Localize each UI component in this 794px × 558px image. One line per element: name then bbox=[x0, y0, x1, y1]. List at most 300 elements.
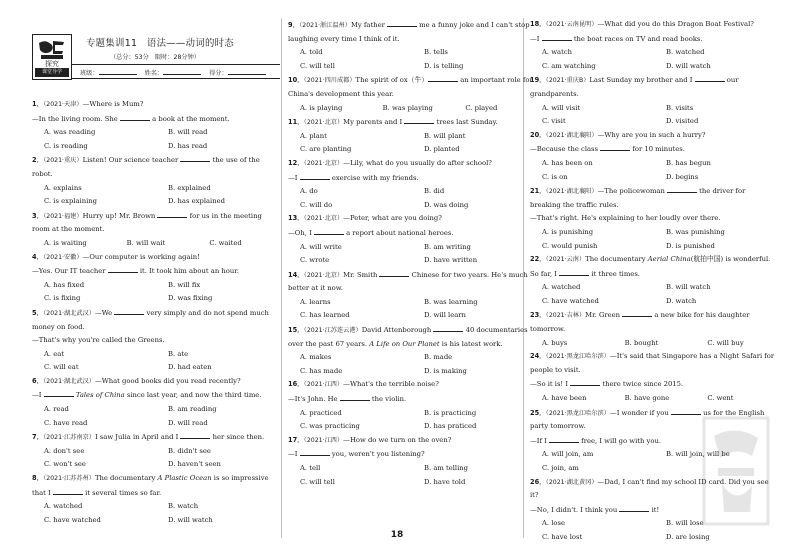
question-item bbox=[288, 434, 536, 489]
answer-blank[interactable] bbox=[622, 308, 652, 317]
question-number: 2． bbox=[32, 156, 44, 165]
question-stem bbox=[32, 251, 280, 265]
answer-option[interactable]: A. is punishing bbox=[542, 227, 594, 236]
answer-option[interactable]: D. watch bbox=[666, 296, 697, 305]
question-number: 13． bbox=[288, 214, 304, 223]
stem-text: Mr. Green bbox=[585, 311, 623, 320]
answer-options bbox=[288, 241, 536, 268]
answer-option[interactable]: C. went bbox=[707, 394, 734, 403]
answer-option[interactable]: B. watched bbox=[666, 48, 705, 57]
answer-option[interactable]: C. wrote bbox=[300, 256, 330, 265]
question-number: 6． bbox=[32, 376, 44, 385]
logo-subtitle: 课堂导学 bbox=[35, 68, 69, 77]
answer-option[interactable]: A. is waiting bbox=[44, 238, 87, 247]
answer-option[interactable]: D. has read bbox=[168, 141, 208, 150]
answer-option[interactable]: C. have lost bbox=[542, 532, 583, 541]
answer-option[interactable]: B. did bbox=[424, 187, 445, 196]
question-stem bbox=[530, 18, 778, 32]
answer-option[interactable]: C. played bbox=[465, 103, 498, 112]
answer-option[interactable]: C. will eat bbox=[44, 363, 79, 372]
answer-option[interactable]: B. didn't see bbox=[168, 446, 211, 455]
question-source: （2021·江苏苏州） bbox=[43, 475, 95, 483]
stem-text: very simply and do not spend much money on food. bbox=[32, 308, 269, 331]
page-title: 专题集训11 语法——动词的时态 bbox=[86, 38, 234, 49]
answer-option[interactable]: D. will watch bbox=[168, 515, 213, 524]
worksheet-header bbox=[32, 22, 280, 92]
answer-blank[interactable] bbox=[695, 73, 725, 82]
question-item bbox=[288, 212, 536, 267]
question-source: （2021·湖北武汉） bbox=[43, 377, 95, 385]
stem-text: —The policewoman bbox=[597, 187, 667, 196]
score-time-info: （总分：53分 限时：28分钟） bbox=[110, 54, 200, 61]
question-number: 16． bbox=[288, 380, 304, 389]
question-stem bbox=[530, 184, 778, 212]
answer-option[interactable]: B. is practicing bbox=[424, 408, 477, 417]
question-number: 19． bbox=[530, 76, 546, 85]
answer-option[interactable]: A. watch bbox=[542, 48, 573, 57]
stem-text: My parents and I bbox=[343, 118, 405, 127]
stem-text: —I bbox=[288, 173, 300, 182]
answer-option[interactable]: D. planted bbox=[424, 145, 460, 154]
question-stem bbox=[530, 253, 778, 281]
answer-option[interactable]: C. has learned bbox=[300, 311, 350, 320]
answer-option[interactable]: B. made bbox=[424, 353, 453, 362]
answer-options bbox=[288, 407, 536, 434]
answer-options bbox=[288, 185, 536, 212]
answer-option[interactable]: C. visit bbox=[542, 117, 566, 126]
question-source: （2021·云南昆明） bbox=[545, 21, 598, 28]
answer-options bbox=[530, 157, 778, 184]
answer-option[interactable]: D. was fixing bbox=[168, 294, 213, 303]
question-stem bbox=[530, 308, 778, 336]
question-source: （2021·江西） bbox=[303, 381, 344, 389]
answer-options bbox=[288, 102, 536, 116]
stem-text: there twice since 2015. bbox=[600, 380, 684, 389]
question-number: 12． bbox=[288, 158, 304, 167]
answer-options bbox=[288, 46, 536, 73]
watermark-icon bbox=[702, 416, 770, 526]
answer-option[interactable]: C. would punish bbox=[542, 241, 598, 250]
answer-option[interactable]: D. have told bbox=[424, 477, 466, 486]
answer-option[interactable]: A. buys bbox=[542, 338, 568, 347]
question-stem bbox=[288, 447, 536, 462]
question-item bbox=[288, 73, 536, 115]
answer-option[interactable]: A. lose bbox=[542, 519, 566, 528]
question-stem bbox=[32, 334, 280, 348]
stem-text: —Yes. Our IT teacher bbox=[32, 267, 108, 276]
answer-options bbox=[288, 351, 536, 378]
question-stem bbox=[288, 226, 536, 241]
stem-text: —Oh, I bbox=[288, 228, 314, 237]
question-item bbox=[32, 375, 280, 430]
stem-text: a new bike for his daughter tomorrow. bbox=[530, 311, 750, 334]
stem-text: (航拍中国) is wonderful. So far, I bbox=[530, 255, 771, 278]
answer-options bbox=[530, 102, 778, 129]
stem-text: you, weren't you listening? bbox=[329, 450, 425, 459]
question-item bbox=[288, 18, 536, 73]
answer-option[interactable]: D. was doing bbox=[424, 200, 469, 209]
answer-option[interactable]: C. is explaining bbox=[44, 197, 97, 206]
stem-text: —How do we turn on the oven? bbox=[343, 435, 452, 444]
answer-option[interactable]: D. is punished bbox=[666, 241, 715, 250]
answer-option[interactable]: A. read bbox=[44, 405, 69, 414]
answer-option[interactable]: C. will tell bbox=[300, 477, 335, 486]
stem-text: I saw Julia in April and I bbox=[94, 433, 181, 442]
answer-blank[interactable] bbox=[559, 267, 589, 276]
question-number: 15． bbox=[288, 326, 304, 335]
italic-title: Aerial China bbox=[647, 255, 691, 264]
answer-option[interactable]: B. bought bbox=[624, 338, 659, 347]
publisher-logo bbox=[32, 34, 72, 80]
answer-option[interactable]: D. had eaten bbox=[168, 363, 212, 372]
answer-option[interactable]: C. have watched bbox=[542, 296, 599, 305]
answer-option[interactable]: A. will write bbox=[300, 242, 342, 251]
answer-blank[interactable] bbox=[53, 486, 83, 495]
question-stem bbox=[32, 264, 280, 279]
answer-blank[interactable] bbox=[379, 268, 409, 277]
answer-option[interactable]: B. was playing bbox=[382, 103, 433, 112]
stem-text: Mr. Smith bbox=[343, 270, 380, 279]
answer-option[interactable]: C. is on bbox=[542, 172, 568, 181]
stem-text: —If I bbox=[530, 436, 550, 445]
answer-option[interactable]: A. don't see bbox=[44, 446, 85, 455]
stem-text: —That's why you're called the Greens. bbox=[32, 336, 165, 345]
question-stem bbox=[288, 392, 536, 407]
stem-text: 40 documentaries over the past 67 years. bbox=[288, 326, 528, 348]
answer-option[interactable]: B. ate bbox=[168, 349, 189, 358]
answer-option[interactable]: A. watched bbox=[542, 283, 581, 292]
answer-option[interactable]: D. has explained bbox=[168, 197, 225, 206]
question-source: （2021·黑龙江哈尔滨） bbox=[545, 409, 610, 417]
answer-option[interactable]: C. waited bbox=[209, 238, 242, 247]
answer-options bbox=[530, 46, 778, 73]
answer-blank[interactable] bbox=[120, 112, 150, 121]
question-stem bbox=[530, 350, 778, 377]
stem-text: —Why are you in such a hurry? bbox=[597, 130, 706, 139]
answer-options bbox=[32, 348, 280, 375]
question-column-1 bbox=[32, 98, 280, 527]
answer-options bbox=[32, 500, 280, 527]
answer-option[interactable]: B. explained bbox=[168, 183, 211, 192]
question-source: （2021·福建） bbox=[43, 212, 83, 220]
answer-option[interactable]: C. join, am bbox=[542, 464, 579, 472]
answer-blank[interactable] bbox=[600, 142, 630, 151]
header-rule-bottom bbox=[72, 78, 280, 79]
answer-option[interactable]: C. are planting bbox=[300, 145, 352, 154]
answer-option[interactable]: C. am watching bbox=[542, 61, 596, 70]
question-stem bbox=[288, 18, 536, 46]
stem-text: David Attenborough bbox=[361, 326, 434, 335]
question-stem bbox=[530, 73, 778, 101]
question-stem bbox=[32, 375, 280, 389]
answer-option[interactable]: C. will buy bbox=[707, 338, 744, 347]
answer-option[interactable]: B. will wait bbox=[126, 238, 166, 247]
question-source: （2021·黑龙江哈尔滨） bbox=[545, 353, 610, 361]
question-item bbox=[32, 472, 280, 527]
page-number: 18 bbox=[390, 530, 404, 540]
stem-text: an important role for China's development this year. bbox=[288, 76, 533, 98]
question-item bbox=[530, 129, 778, 184]
stem-text: the boat races on TV and read books. bbox=[571, 34, 703, 43]
answer-blank[interactable] bbox=[108, 264, 138, 273]
answer-options bbox=[288, 130, 536, 157]
question-stem bbox=[32, 112, 280, 127]
answer-option[interactable]: B. has begun bbox=[666, 158, 711, 167]
answer-option[interactable]: A. was reading bbox=[44, 128, 96, 137]
stem-text: her since then. bbox=[210, 433, 265, 442]
question-number: 20． bbox=[530, 130, 546, 139]
answer-option[interactable]: A. practiced bbox=[300, 408, 342, 417]
question-number: 26． bbox=[530, 477, 546, 486]
answer-option[interactable]: B. will join, will be bbox=[666, 450, 730, 459]
answer-option[interactable]: A. told bbox=[300, 48, 323, 57]
stem-text: —I bbox=[32, 391, 44, 400]
stem-text: Chinese for two years. He's much better at it now. bbox=[288, 270, 528, 293]
answer-blank[interactable] bbox=[542, 32, 572, 41]
stem-text: —It's John. He bbox=[288, 395, 340, 404]
stem-text: it several times so far. bbox=[82, 488, 162, 497]
question-item bbox=[32, 153, 280, 208]
question-source: （2021·重庆B） bbox=[545, 77, 590, 85]
question-item bbox=[288, 378, 536, 433]
stem-text: My father bbox=[350, 21, 388, 29]
stem-text: —It's said that Singapore has a Night Safari for people to visit. bbox=[530, 352, 775, 374]
stem-text: —What did you do this Dragon Boat Festival? bbox=[597, 20, 754, 28]
question-item bbox=[288, 323, 536, 378]
answer-blank[interactable] bbox=[180, 430, 210, 439]
stem-text: it. It took him about an hour. bbox=[137, 267, 239, 276]
stem-text: The documentary bbox=[585, 255, 648, 264]
answer-option[interactable]: C. won't see bbox=[44, 460, 86, 469]
answer-blank[interactable] bbox=[300, 171, 330, 180]
answer-options bbox=[288, 296, 536, 323]
class-field[interactable]: 班级： bbox=[80, 67, 137, 77]
answer-blank[interactable] bbox=[44, 388, 74, 397]
answer-option[interactable]: A. has been on bbox=[542, 158, 593, 167]
answer-blank[interactable] bbox=[570, 377, 600, 386]
question-item bbox=[32, 98, 280, 153]
answer-option[interactable]: D. will watch bbox=[666, 61, 711, 70]
stem-text: —That's right. He's explaining to her loudly over there. bbox=[530, 214, 721, 223]
stem-text: me a funny joke and I can't stop laughing every time I think of it. bbox=[288, 21, 530, 43]
question-number: 14． bbox=[288, 270, 304, 279]
stem-text: is his latest work. bbox=[439, 339, 503, 348]
answer-option[interactable]: A. tell bbox=[300, 464, 321, 472]
score-field[interactable]: 得分： bbox=[209, 67, 266, 77]
question-item bbox=[530, 184, 778, 253]
question-source: （2021·浙江温州） bbox=[299, 22, 351, 29]
answer-blank[interactable] bbox=[671, 406, 701, 415]
answer-option[interactable]: B. will read bbox=[168, 128, 208, 137]
answer-blank[interactable] bbox=[387, 18, 417, 27]
answer-option[interactable]: A. do bbox=[300, 187, 318, 196]
answer-option[interactable]: B. will lose bbox=[666, 519, 704, 528]
answer-option[interactable]: B. tells bbox=[424, 48, 448, 57]
question-item bbox=[530, 253, 778, 308]
question-column-2 bbox=[288, 18, 536, 489]
question-source: （2021·天津） bbox=[43, 101, 83, 108]
answer-option[interactable]: D. visited bbox=[666, 117, 699, 126]
answer-option[interactable]: C. is reading bbox=[44, 141, 88, 150]
answer-option[interactable]: A. have been bbox=[542, 394, 587, 403]
answer-option[interactable]: B. am writing bbox=[424, 242, 471, 251]
answer-option[interactable]: B. am telling bbox=[424, 464, 468, 472]
answer-options bbox=[32, 182, 280, 209]
question-number: 5． bbox=[32, 308, 44, 317]
answer-option[interactable]: B. was punishing bbox=[666, 227, 725, 236]
answer-option[interactable]: A. watched bbox=[44, 502, 83, 511]
answer-option[interactable]: B. will watch bbox=[666, 283, 711, 292]
stem-text: —What's the terrible noise? bbox=[343, 380, 439, 389]
answer-blank[interactable] bbox=[433, 323, 463, 332]
answer-option[interactable]: C. was practicing bbox=[300, 422, 360, 431]
answer-option[interactable]: A. eat bbox=[44, 349, 65, 358]
question-source: （2021·北京） bbox=[303, 159, 344, 167]
question-number: 23． bbox=[530, 311, 546, 320]
answer-blank[interactable] bbox=[667, 184, 697, 193]
question-stem bbox=[530, 32, 778, 47]
question-item bbox=[288, 115, 536, 157]
answer-options bbox=[530, 392, 778, 406]
answer-option[interactable]: B. was learning bbox=[424, 297, 478, 306]
question-source: （2021·四川成都） bbox=[303, 77, 356, 85]
question-number: 21． bbox=[530, 187, 546, 196]
answer-option[interactable]: B. will fix bbox=[168, 280, 201, 289]
answer-option[interactable]: A. will visit bbox=[542, 103, 581, 112]
answer-option[interactable]: A. learns bbox=[300, 297, 331, 306]
question-number: 17． bbox=[288, 435, 304, 444]
stem-text: The spirit of ox（牛） bbox=[355, 76, 429, 85]
answer-blank[interactable] bbox=[340, 392, 370, 401]
question-item bbox=[530, 18, 778, 73]
answer-option[interactable]: B. visits bbox=[666, 103, 694, 112]
question-stem bbox=[32, 430, 280, 445]
answer-option[interactable]: D. is making bbox=[424, 366, 467, 375]
stem-text: —I wonder if you bbox=[609, 408, 671, 417]
answer-option[interactable]: D. are losing bbox=[666, 532, 710, 541]
answer-blank[interactable] bbox=[619, 503, 649, 512]
answer-blank[interactable] bbox=[157, 209, 187, 218]
stem-text: —Because the class bbox=[530, 145, 601, 154]
stem-text: The documentary bbox=[94, 474, 158, 483]
stem-text: it! bbox=[649, 505, 660, 514]
stem-text: exercise with my friends. bbox=[329, 173, 419, 182]
stem-text: for us in the meeting room at the moment. bbox=[32, 211, 262, 234]
question-item bbox=[288, 268, 536, 323]
answer-blank[interactable] bbox=[114, 306, 144, 315]
question-number: 18． bbox=[530, 20, 546, 28]
italic-title: Tales of China bbox=[75, 391, 125, 400]
answer-option[interactable]: C. has made bbox=[300, 366, 343, 375]
question-stem bbox=[530, 142, 778, 157]
question-source: （2021·湖北黄冈） bbox=[545, 478, 598, 486]
answer-option[interactable]: B. watch bbox=[168, 502, 199, 511]
question-stem bbox=[530, 129, 778, 143]
answer-options bbox=[32, 279, 280, 306]
answer-option[interactable]: C. is fixing bbox=[44, 294, 81, 303]
question-stem bbox=[32, 472, 280, 500]
answer-blank[interactable] bbox=[314, 226, 344, 235]
question-source: （2021·湖北襄阳） bbox=[545, 188, 598, 196]
question-number: 25． bbox=[530, 408, 546, 417]
question-number: 1． bbox=[32, 100, 44, 108]
answer-option[interactable]: C. have read bbox=[44, 418, 88, 427]
answer-option[interactable]: D. have written bbox=[424, 256, 478, 265]
name-field[interactable]: 姓名： bbox=[145, 67, 202, 77]
stem-text: it three times. bbox=[589, 269, 640, 278]
answer-option[interactable]: A. has fixed bbox=[44, 280, 85, 289]
answer-option[interactable]: A. explains bbox=[44, 183, 82, 192]
column-divider bbox=[281, 18, 282, 538]
answer-blank[interactable] bbox=[428, 73, 458, 82]
question-item bbox=[288, 157, 536, 212]
question-item bbox=[32, 306, 280, 375]
question-stem bbox=[32, 153, 280, 181]
question-source: （2021·江苏连云港） bbox=[303, 327, 362, 335]
answer-option[interactable]: A. will join, am bbox=[542, 450, 594, 459]
stem-text: a book at the moment. bbox=[149, 114, 230, 123]
stem-text: Hurry up! Mr. Brown bbox=[82, 211, 158, 220]
question-number: 9． bbox=[288, 21, 300, 29]
answer-option[interactable]: A. is playing bbox=[300, 103, 343, 112]
answer-options bbox=[530, 337, 778, 351]
stem-text: —We bbox=[94, 308, 115, 317]
question-source: （2021·北京） bbox=[303, 271, 344, 279]
answer-option[interactable]: C. have watched bbox=[44, 515, 101, 524]
question-item bbox=[32, 209, 280, 251]
question-stem bbox=[288, 378, 536, 392]
stem-text: is so impressive that I bbox=[32, 474, 269, 497]
question-number: 3． bbox=[32, 211, 44, 220]
question-number: 22． bbox=[530, 255, 546, 264]
question-stem bbox=[32, 209, 280, 237]
answer-option[interactable]: A. plant bbox=[300, 131, 327, 140]
italic-title: A Plastic Ocean bbox=[157, 474, 212, 483]
question-source: （2021·安徽） bbox=[43, 253, 83, 261]
answer-option[interactable]: C. will tell bbox=[300, 61, 335, 70]
answer-option[interactable]: D. will learn bbox=[424, 311, 466, 320]
answer-option[interactable]: B. have gone bbox=[624, 394, 670, 403]
question-source: （2021·北京） bbox=[303, 119, 344, 127]
question-item bbox=[530, 308, 778, 350]
answer-blank[interactable] bbox=[404, 115, 434, 124]
answer-option[interactable]: D. will read bbox=[168, 418, 208, 427]
answer-option[interactable]: D. has praticed bbox=[424, 422, 477, 431]
answer-option[interactable]: C. will do bbox=[300, 200, 333, 209]
answer-option[interactable]: B. am reading bbox=[168, 405, 217, 414]
question-number: 11． bbox=[288, 118, 304, 127]
stem-text: Last Sunday my brother and I bbox=[589, 76, 695, 85]
question-source: （2021·江西） bbox=[303, 436, 344, 444]
answer-blank[interactable] bbox=[549, 434, 579, 443]
stem-text: for 10 minutes. bbox=[630, 145, 685, 154]
answer-option[interactable]: D. is telling bbox=[424, 61, 464, 70]
answer-blank[interactable] bbox=[180, 153, 210, 162]
answer-option[interactable]: A. makes bbox=[300, 353, 332, 362]
question-number: 4． bbox=[32, 252, 44, 261]
answer-option[interactable]: D. haven't seen bbox=[168, 460, 221, 469]
answer-option[interactable]: B. will plant bbox=[424, 131, 466, 140]
stem-text: —No, I didn't. I think you bbox=[530, 505, 620, 514]
question-stem bbox=[32, 388, 280, 403]
stem-text: —Our computer is working again! bbox=[82, 252, 200, 261]
question-number: 7． bbox=[32, 433, 44, 442]
answer-option[interactable]: D. begins bbox=[666, 172, 699, 181]
answer-options bbox=[530, 281, 778, 308]
answer-options bbox=[32, 126, 280, 153]
question-source: （2021·重庆） bbox=[43, 157, 83, 165]
answer-blank[interactable] bbox=[300, 447, 330, 456]
